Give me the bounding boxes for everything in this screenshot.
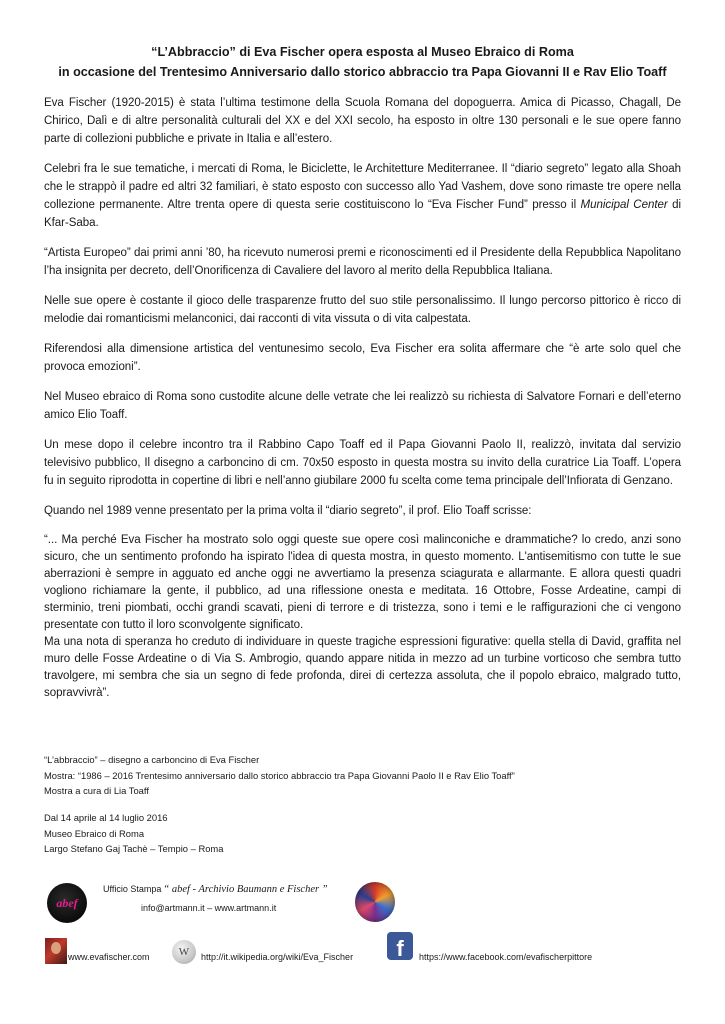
artwork-logo-icon (355, 882, 395, 922)
caption-artwork: “L’abbraccio” – disegno a carboncino di Eva Fischer (44, 754, 260, 765)
quote-part-2: Ma una nota di speranza ho creduto di individuare in queste tragiche espressioni figurative: quella stella di David, graffita nel muro delle Fosse Ardeatine o di Via S. Ambrogio, quando appare nitida in mezzo ad un turbine vorticoso che sembra tutto travolgere, mi sembra che sia un segno di fede profonda, direi di certezza assoluta, che il popolo ebraico, malgrado tutto, sopravvivrà”. (44, 636, 681, 699)
exhibition-info (44, 810, 223, 857)
abef-logo-text: abef (56, 895, 78, 910)
press-office-agency: “ abef - Archivio Baumann e Fischer ” (163, 884, 328, 895)
paragraph-style: Nelle sue opere è costante il gioco delle trasparenze frutto del suo stile personalissimo. Il lungo percorso pittorico è ricco di melodie dai romanticismi melanconici, dai racconti di vita vissuta o di vita calpestata. (44, 295, 681, 325)
paragraph-emotions: Riferendosi alla dimensione artistica del ventunesimo secolo, Eva Fischer era solita affermare che “è arte solo quel che provoca emozioni”. (44, 343, 681, 373)
paragraph-diary-intro: Quando nel 1989 venne presentato per la prima volta il “diario segreto”, il prof. Elio Toaff scrisse: (44, 505, 532, 517)
exhibition-address: Largo Stefano Gaj Tachè – Tempio – Roma (44, 843, 224, 854)
title-line-2: in occasione del Trentesimo Anniversario dallo storico abbraccio tra Papa Giovanni II e Rav Elio Toaff (58, 65, 667, 79)
facebook-glyph: f (396, 936, 404, 961)
paragraph-drawing: Un mese dopo il celebre incontro tra il Rabbino Capo Toaff ed il Papa Giovanni Paolo II, realizzò, invitata dal servizio televisivo pubblico, Il disegno a carboncino di cm. 70x50 esposto in questa mostra su invito della curatrice Lia Toaff. L’opera fu in seguito riprodotta in copertine di libri e nell’anno giubilare 2000 fu scelta come tema principale dell’Infiorata di Genzano. (44, 439, 681, 487)
press-office (103, 880, 353, 918)
quote-part-1: “... Ma perché Eva Fischer ha mostrato solo oggi queste sue opere così malinconiche e drammatiche? lo credo, anzi sono sicuro, che un sentimento profondo ha ispirato l'idea di questa mostra, in questo momento. L'antisemitismo con tutte le sue aberrazioni è sempre in agguato ed anche oggi ne avvertiamo la presenza sciagurata e allarmante. E allora questi quadri vogliono richiamare la gente, il pubblico, ad una riflessione onesta e meditata. 16 Ottobre, Fosse Ardeatine, campi di sterminio, treni piombati, occhi grandi scavati, pieni di terrore e di tristezza, sono i temi e le raffigurazioni che ci vengono presentate con tutto il loro sconvolgente significato. (44, 534, 681, 631)
portrait-icon (45, 938, 67, 964)
abef-logo (47, 883, 87, 923)
municipal-center-text: Municipal Center (580, 199, 668, 211)
paragraph-biography: Eva Fischer (1920-2015) è stata l’ultima testimone della Scuola Romana del dopoguerra. Amica di Picasso, Chagall, De Chirico, Dalì e di altre personalità culturali del XX e del XXI secolo, ha esposto in oltre 130 personali e le sue opere fanno parte di collezioni pubbliche e private in Italia e all’estero. (44, 97, 681, 145)
facebook-icon (387, 932, 413, 960)
paragraph-themes-text: Celebri fra le sue tematiche, i mercati di Roma, le Biciclette, le Architetture Mediterranee. Il “diario segreto” legato alla Shoah che le strappò il padre ed altri 32 familiari, è stato esposto con successo allo Yad Vashem, dove sono rimaste tre opere nella collezione permanente. Altre trenta opere di questa serie costituiscono lo “Eva Fischer Fund” presso il (44, 163, 681, 211)
website-link[interactable]: www.evafischer.com (68, 952, 150, 962)
caption-curator: Mostra a cura di Lia Toaff (44, 785, 149, 797)
press-office-label: Ufficio Stampa (103, 884, 162, 894)
article-body (44, 94, 681, 714)
paragraph-museum: Nel Museo ebraico di Roma sono custodite alcune delle vetrate che lei realizzò su richiesta di Salvatore Fornari e dell’eterno amico Elio Toaff. (44, 391, 681, 421)
wikipedia-link[interactable]: http://it.wikipedia.org/wiki/Eva_Fischer (201, 952, 354, 962)
wikipedia-glyph: W (178, 946, 190, 958)
exhibition-caption (44, 752, 664, 799)
title-line-1: “L’Abbraccio” di Eva Fischer opera esposta al Museo Ebraico di Roma (151, 45, 574, 59)
paragraph-awards: “Artista Europeo” dai primi anni ’80, ha ricevuto numerosi premi e riconoscimenti ed il Presidente della Repubblica Napolitano l’ha insignita per decreto, dell’Onorificenza di Cavaliere del lavoro al merito della Repubblica Italiana. (44, 247, 681, 277)
paragraph-themes-end: di Kfar-Saba. (44, 199, 682, 229)
exhibition-venue: Museo Ebraico di Roma (44, 827, 145, 839)
exhibition-dates: Dal 14 aprile al 14 luglio 2016 (44, 812, 168, 823)
caption-exhibition: Mostra: “1986 – 2016 Trentesimo anniversario dallo storico abbraccio tra Papa Giovanni Paolo II e Rav Elio Toaff” (44, 769, 515, 781)
footer-links (0, 932, 725, 972)
press-office-contacts[interactable]: info@artmann.it – www.artmann.it (141, 903, 277, 913)
wikipedia-icon (172, 940, 196, 964)
facebook-link[interactable]: https://www.facebook.com/evafischerpittore (419, 952, 593, 962)
page-title (40, 42, 685, 82)
paragraph-themes (44, 160, 681, 232)
